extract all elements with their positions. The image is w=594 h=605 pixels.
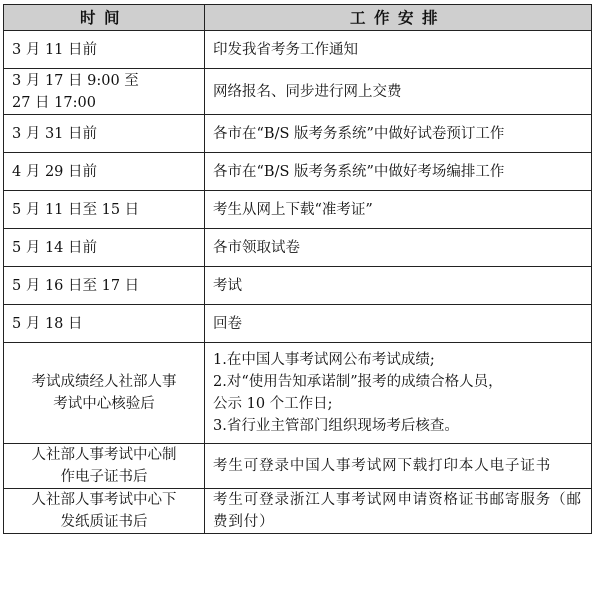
time-cell <box>4 305 205 343</box>
task-cell <box>205 115 592 153</box>
time-line: 考试中心核验后 <box>53 396 155 412</box>
time-line: 5 月 14 日前 <box>12 239 98 256</box>
task-cell <box>205 489 592 534</box>
task-line: 各市在“B/S 版考务系统”中做好试卷预订工作 <box>213 125 505 142</box>
time-line: 5 月 11 日至 15 日 <box>12 201 140 218</box>
table-row <box>4 31 592 69</box>
table-row <box>4 444 592 489</box>
task-cell <box>205 191 592 229</box>
schedule-table <box>3 4 592 534</box>
time-cell <box>4 267 205 305</box>
time-cell <box>4 444 205 489</box>
time-cell <box>4 343 205 444</box>
time-cell <box>4 115 205 153</box>
task-cell <box>205 229 592 267</box>
task-line: 回卷 <box>213 315 242 332</box>
task-cell <box>205 153 592 191</box>
task-cell <box>205 305 592 343</box>
time-line: 3 月 11 日前 <box>12 41 98 58</box>
time-line: 作电子证书后 <box>60 469 148 485</box>
task-cell <box>205 69 592 115</box>
time-line: 人社部人事考试中心制 <box>31 447 177 463</box>
task-line: 印发我省考务工作通知 <box>213 41 358 58</box>
task-line: 考生从网上下载“准考证” <box>213 201 373 218</box>
time-line: 人社部人事考试中心下 <box>31 492 177 508</box>
table-row <box>4 69 592 115</box>
time-cell <box>4 69 205 115</box>
task-cell <box>205 343 592 444</box>
time-cell <box>4 191 205 229</box>
header-task: 工作安排 <box>205 5 592 31</box>
table-row <box>4 229 592 267</box>
table-row <box>4 153 592 191</box>
table-row <box>4 305 592 343</box>
time-cell <box>4 229 205 267</box>
header-row <box>4 5 592 31</box>
table-row <box>4 115 592 153</box>
task-line: 1.在中国人事考试网公布考试成绩; <box>213 352 435 368</box>
task-line: 公示 10 个工作日; <box>213 396 333 412</box>
time-line: 考试成绩经人社部人事 <box>31 374 177 390</box>
time-line: 5 月 18 日 <box>12 315 83 332</box>
time-line: 4 月 29 日前 <box>12 163 98 180</box>
table-row <box>4 267 592 305</box>
task-line: 3.省行业主管部门组织现场考后核查。 <box>213 418 459 434</box>
time-line: 发纸质证书后 <box>60 514 148 530</box>
task-cell <box>205 444 592 489</box>
task-line: 考生可登录中国人事考试网下载打印本人电子证书 <box>213 458 552 474</box>
time-cell <box>4 31 205 69</box>
time-line: 5 月 16 日至 17 日 <box>12 277 140 294</box>
table-row <box>4 191 592 229</box>
time-line: 27 日 17:00 <box>12 94 96 111</box>
task-line: 网络报名、同步进行网上交费 <box>213 83 402 100</box>
task-line: 考试 <box>213 277 242 294</box>
time-line: 3 月 31 日前 <box>12 125 98 142</box>
time-line: 3 月 17 日 9:00 至 <box>12 72 139 89</box>
task-line: 考生可登录浙江人事考试网申请资格证书邮寄服务（邮费到付） <box>213 492 582 530</box>
table-row <box>4 489 592 534</box>
time-cell <box>4 489 205 534</box>
header-time: 时间 <box>4 5 205 31</box>
task-line: 2.对“使用告知承诺制”报考的成绩合格人员， <box>213 374 503 390</box>
task-line: 各市领取试卷 <box>213 239 300 256</box>
task-cell <box>205 267 592 305</box>
task-line: 各市在“B/S 版考务系统”中做好考场编排工作 <box>213 163 505 180</box>
task-cell <box>205 31 592 69</box>
time-cell <box>4 153 205 191</box>
table-row <box>4 343 592 444</box>
